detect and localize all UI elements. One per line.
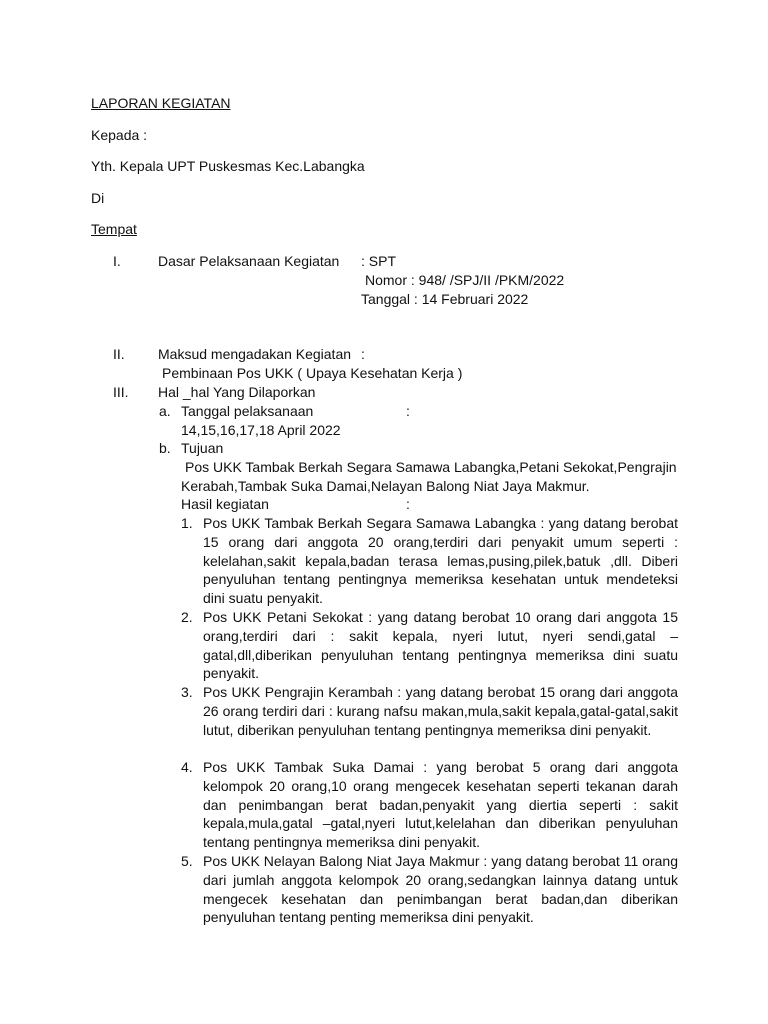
item-a-marker: a. (159, 403, 171, 419)
hasil-kegiatan-colon: : (406, 496, 410, 512)
item-b-line-1: Pos UKK Tambak Berkah Segara Samawa Labangka,Petani Sekokat,Pengrajin (185, 459, 677, 475)
result-1-text: Pos UKK Tambak Berkah Segara Samawa Labangka : yang datang berobat 15 orang dari anggota 20 orang,terdiri dari penyakit umum seperti : kelelahan,sakit kepala,badan terasa lemas,pusing,pilek,batuk ,dll. Diberi penyuluhan tentang pentingnya memeriksa kesehatan untuk mendeteksi dini suatu penyakit. (203, 515, 678, 607)
section-1-nomor: Nomor : 948/ /SPJ/II /PKM/2022 (365, 272, 565, 288)
item-a-label: Tanggal pelaksanaan (181, 403, 314, 419)
section-3-label: Hal _hal Yang Dilaporkan (158, 384, 316, 400)
item-a-value: 14,15,16,17,18 April 2022 (181, 422, 341, 438)
section-1-tanggal: Tanggal : 14 Februari 2022 (361, 291, 529, 307)
result-5-number: 5. (181, 853, 193, 869)
item-b-line-2: Kerabah,Tambak Suka Damai,Nelayan Balong Niat Jaya Makmur. (181, 478, 590, 494)
item-b-marker: b. (159, 440, 171, 456)
result-4-number: 4. (181, 759, 193, 775)
section-1-number: I. (113, 253, 121, 269)
hasil-kegiatan-label: Hasil kegiatan (181, 496, 269, 512)
section-2-label: Maksud mengadakan Kegiatan (158, 346, 352, 362)
result-3-number: 3. (181, 684, 193, 700)
result-3-text: Pos UKK Pengrajin Kerambah : yang datang berobat 15 orang dari anggota 26 orang terdiri dari : kurang nafsu makan,mula,sakit kepala,gatal-gatal,sakit lutut, diberikan penyuluhan tentang pentingnya memeriksa dini penyakit. (203, 684, 678, 738)
result-2-text: Pos UKK Petani Sekokat : yang datang berobat 10 orang dari anggota 15 orang,terdiri dari : sakit kepala, nyeri lutut, nyeri sendi,gatal – gatal,dll,diberikan penyuluhan tentang pentingnya memeriksa dini suatu penyakit. (203, 609, 678, 682)
result-4-text: Pos UKK Tambak Suka Damai : yang berobat 5 orang dari anggota kelompok 20 orang,10 orang mengecek kesehatan seperti tekanan darah dan penimbangan berat badan,penyakit yang diertia seperti : sakit kepala,mula,gatal –gatal,nyeri lutut,kelelahan dan diberikan penyuluhan tentang pentingnya memeriksa dini penyakit. (203, 759, 678, 851)
report-title: LAPORAN KEGIATAN (91, 95, 231, 111)
section-2-value: Pembinaan Pos UKK ( Upaya Kesehatan Kerja ) (162, 365, 463, 381)
section-2-number: II. (113, 346, 125, 362)
section-1-label: Dasar Pelaksanaan Kegiatan (158, 253, 340, 269)
result-2-number: 2. (181, 609, 193, 625)
item-a-colon: : (406, 403, 410, 419)
kepada-label: Kepada : (91, 127, 148, 143)
result-1-number: 1. (181, 515, 193, 531)
section-3-number: III. (113, 384, 129, 400)
tempat-label: Tempat (91, 221, 137, 237)
section-1-value: : SPT (361, 253, 397, 269)
section-2-colon: : (361, 346, 365, 362)
item-b-label: Tujuan (181, 440, 224, 456)
di-label: Di (91, 190, 105, 206)
recipient-line: Yth. Kepala UPT Puskesmas Kec.Labangka (91, 158, 365, 174)
result-5-text: Pos UKK Nelayan Balong Niat Jaya Makmur : yang datang berobat 11 orang dari jumlah anggota kelompok 20 orang,sedangkan lainnya datang untuk mengecek kesehatan dan penimbangan berat badan,dan diberikan penyuluhan tentang penting memeriksa dini penyakit. (203, 853, 678, 926)
